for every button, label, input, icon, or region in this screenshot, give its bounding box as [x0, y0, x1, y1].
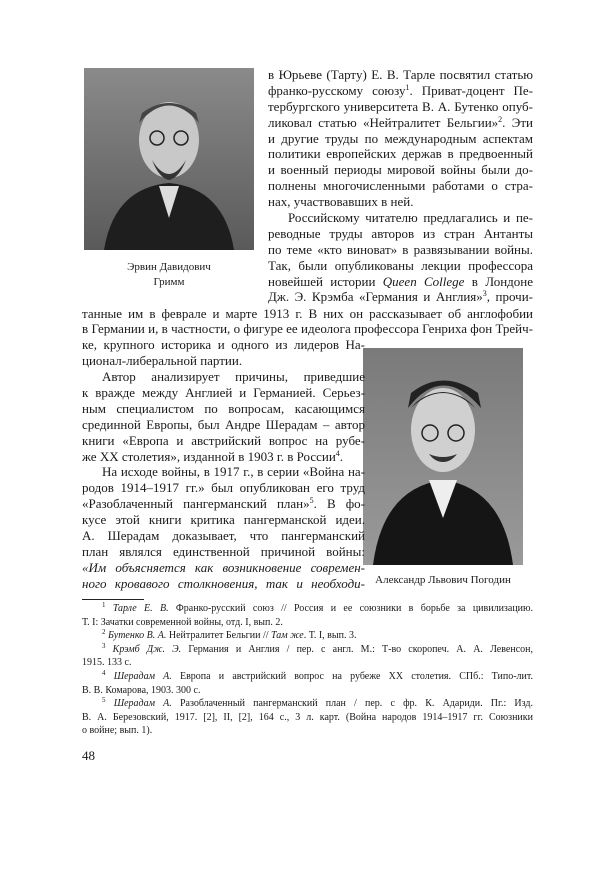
text-line	[82, 544, 365, 560]
text-segment: родов 1914–1917 гг.» был опубликован его труд	[82, 480, 365, 496]
italic-text: Queen College	[382, 273, 465, 289]
footnote-line	[82, 711, 533, 725]
text-line	[268, 115, 533, 131]
text-segment: Т. I: Зачатки современной войны, отд. I, вып. 2.	[82, 616, 283, 628]
footnote-ref: 4	[335, 448, 340, 458]
photo-caption-pogodin	[355, 573, 531, 588]
text-line	[268, 99, 533, 115]
text-segment: в Лондоне	[464, 273, 534, 289]
text-segment: танные им в феврале и марте 1913 г. В них он рассказывает об англофобии	[82, 305, 533, 321]
text-line	[268, 131, 533, 147]
text-line	[268, 178, 533, 194]
text-line	[268, 67, 533, 83]
footnote-ref: 2	[102, 628, 106, 637]
caption-line: Эрвин Давидович	[127, 261, 211, 273]
portrait-photo-grimm	[84, 68, 254, 250]
text-line	[268, 226, 533, 242]
text-segment: ным специалистом по вопросам, касающимся	[82, 400, 365, 416]
text-line	[82, 560, 365, 576]
text-segment: На исходе войны, в 1917 г., в серии «Война на-	[102, 464, 365, 480]
text-segment: тербургского университета В. А. Бутенко опуб-	[268, 98, 533, 114]
body-text-right-column	[268, 67, 533, 305]
text-segment: Так, были опубликованы лекции профессора	[268, 257, 533, 273]
portrait-photo-pogodin	[363, 348, 523, 565]
caption-line: Гримм	[153, 276, 185, 288]
text-segment: полнены многочисленными работами о стра-	[268, 178, 533, 194]
text-segment: . Эти	[502, 114, 533, 130]
footnote-ref: 4	[102, 668, 106, 677]
footnote-ref: 5	[102, 696, 106, 705]
text-segment: Германия и Англия / пер. с англ. М.: Т-во скоропеч. А. А. Левенсон,	[181, 643, 533, 655]
footnote-line	[82, 670, 533, 684]
footnote-line	[82, 656, 533, 670]
text-line	[82, 417, 365, 433]
footnotes	[82, 602, 533, 738]
italic-text: Крэмб Дж. Э.	[112, 643, 182, 655]
italic-text: Тарле Е. В.	[112, 603, 169, 614]
text-segment: Разоблаченный пангерманский план / пер. с фр. К. Адариди. Пг.: Изд.	[171, 698, 534, 710]
footnote-line	[82, 616, 533, 630]
body-text-full-width	[82, 306, 533, 338]
text-segment: план являлся единственной причиной войны:	[82, 543, 365, 559]
text-segment: в Германии и, в частности, о фигуре ее идеолога профессора Генриха фон Трейч-	[82, 321, 533, 337]
italic-text: Шерадам А.	[113, 698, 172, 710]
photo-caption-grimm	[84, 260, 254, 290]
body-text-left-column	[82, 337, 365, 591]
text-segment: . В фо-	[313, 496, 365, 512]
footnote-ref: 5	[309, 496, 314, 506]
italic-text: «Им объясняется как возникновение современ-	[82, 559, 365, 575]
text-segment	[106, 671, 114, 682]
text-line	[82, 369, 365, 385]
text-segment: В. А. Березовский, 1917. [2], II, [2], 164 с., 3 л. карт. (Война народов 1914–1917 гг. Союзники	[82, 711, 533, 723]
text-segment: же XX столетия», изданной в 1903 г. в России	[82, 448, 336, 464]
caption-line: Александр Львович Погодин	[375, 574, 511, 586]
text-segment	[106, 603, 113, 614]
text-segment: , прочи-	[486, 289, 533, 305]
text-segment: франко-русскому союзу	[268, 82, 406, 98]
footnote-divider	[82, 599, 144, 600]
text-line	[268, 194, 533, 210]
text-line	[82, 401, 365, 417]
text-line	[82, 353, 365, 369]
footnote-ref: 3	[102, 641, 106, 650]
footnote-ref: 1	[405, 82, 410, 92]
text-line	[82, 306, 533, 322]
portrait-silhouette-icon	[363, 348, 523, 565]
text-line	[82, 576, 365, 592]
text-segment: Европа и австрийский вопрос на рубеже XX столетия. СПб.: Типо-лит.	[171, 670, 534, 682]
text-line	[268, 83, 533, 99]
text-segment	[106, 644, 113, 655]
text-line	[82, 464, 365, 480]
footnote-line	[82, 602, 533, 616]
text-segment: ликовал статью «Нейтралитет Бельгии»	[268, 114, 499, 130]
text-segment: о войне; вып. 1).	[82, 725, 153, 737]
text-line	[82, 512, 365, 528]
text-segment: А. Шерадам доказывает, что пангерманский	[82, 527, 365, 543]
page-number: 48	[82, 748, 95, 763]
text-line	[82, 480, 365, 496]
text-segment: книги «Европа и австрийский вопрос на рубе-	[82, 432, 365, 448]
footnote-line	[82, 724, 533, 738]
footnote-line	[82, 643, 533, 657]
text-segment: срединной Европы, был Андре Шерадам – автор	[82, 416, 365, 432]
text-segment: . Т. I, вып. 3.	[303, 630, 357, 642]
text-segment: 1915. 133 с.	[82, 657, 132, 669]
text-segment	[106, 698, 114, 709]
text-segment: в Юрьеве (Тарту) Е. В. Тарле посвятил статью	[268, 67, 533, 82]
portrait-silhouette-icon	[84, 68, 254, 250]
italic-text: Бутенко В. А.	[108, 630, 167, 642]
text-segment: ционал-либеральной партии.	[82, 353, 243, 369]
text-segment: Нейтралитет Бельгии //	[166, 630, 272, 642]
footnote-line	[82, 629, 533, 643]
footnote-ref: 2	[498, 114, 503, 124]
text-segment: В. В. Комарова, 1903. 300 с.	[82, 684, 201, 696]
text-line	[82, 321, 533, 337]
text-segment: кусе этой книги критика пангерманской идеи.	[82, 512, 365, 528]
italic-text: Там же	[271, 630, 304, 642]
text-line	[268, 258, 533, 274]
text-line	[268, 274, 533, 290]
text-segment: к вражде между Англией и Германией. Серьез-	[82, 384, 365, 400]
text-segment: и военный периоды мировой войны были до-	[268, 162, 533, 178]
text-segment: реводные труды авторов из стран Антанты	[268, 225, 533, 241]
text-segment: «Разоблаченный пангерманский план»	[82, 496, 310, 512]
italic-text: Шерадам А.	[113, 670, 172, 682]
text-segment: ке, крупного историка и одного из лидеров На-	[82, 337, 365, 353]
text-segment: по теме «кто виноват» в развязывании войны.	[268, 241, 533, 257]
text-line	[82, 385, 365, 401]
text-line	[268, 146, 533, 162]
footnote-line	[82, 684, 533, 698]
text-line	[82, 449, 365, 465]
text-segment: Российскому читателю предлагались и пе-	[288, 210, 533, 226]
footnote-ref: 3	[482, 289, 487, 299]
text-line	[82, 528, 365, 544]
text-segment: новейшей истории	[268, 273, 383, 289]
text-line	[82, 433, 365, 449]
footnote-ref: 1	[102, 601, 106, 609]
text-line	[268, 210, 533, 226]
italic-text: ного кровавого столкновения, так и необходи-	[82, 575, 365, 591]
text-segment: Дж. Э. Крэмба «Германия и Англия»	[268, 289, 483, 305]
text-segment: политики европейских держав в предвоенный	[268, 146, 533, 162]
text-segment: и другие труды по международным аспектам	[268, 130, 533, 146]
footnote-line	[82, 697, 533, 711]
text-line	[268, 242, 533, 258]
text-segment: Франко-русский союз // Россия и ее союзники в борьбе за цивилизацию.	[168, 603, 533, 614]
text-line	[268, 162, 533, 178]
text-segment: Автор анализирует причины, приведшие	[102, 369, 365, 385]
text-segment: нах, участвовавших в ней.	[268, 194, 414, 210]
text-line	[82, 496, 365, 512]
text-line	[82, 337, 365, 353]
text-segment: . Приват-доцент Пе-	[409, 82, 533, 98]
text-line	[268, 289, 533, 305]
text-segment: .	[339, 448, 344, 464]
